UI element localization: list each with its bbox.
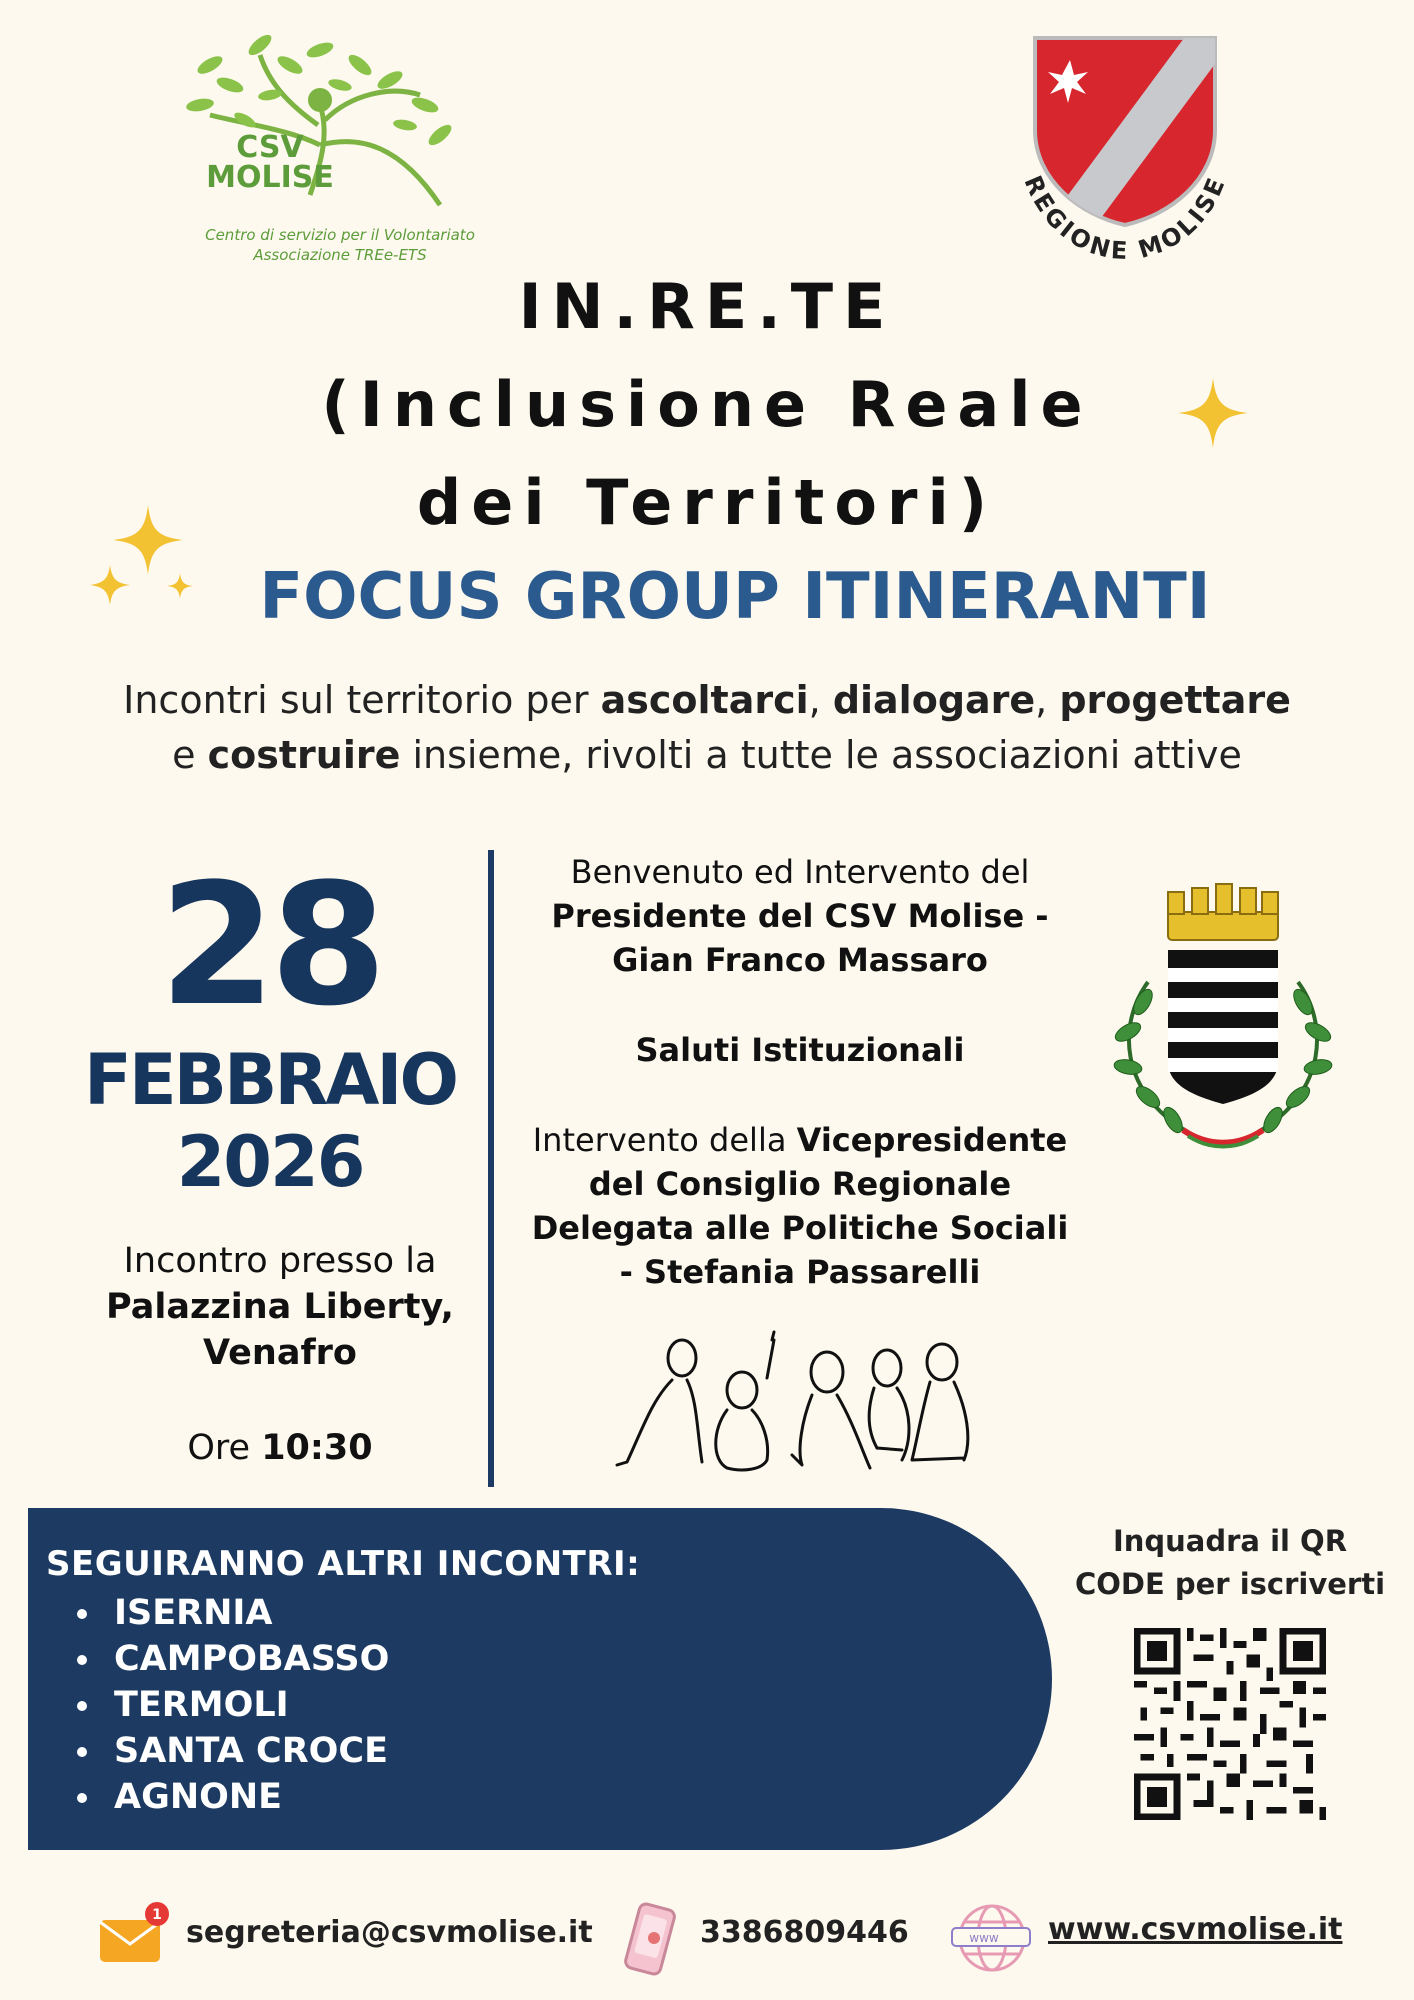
program-item-vicepresident: Intervento della Vicepresidente del Consiglio Regionale Delegata alle Politiche Sociali - Stefania Passarelli — [531, 1121, 1069, 1291]
intro-text: Incontri sul territorio per ascoltarci, dialogare, progettare e costruire insieme, rivolti a tutte le associazioni attive — [123, 678, 1291, 777]
program — [520, 850, 1080, 1340]
list-item: • ISERNIA — [104, 1590, 389, 1636]
list-item: • CAMPOBASSO — [104, 1636, 389, 1682]
sparkle-icon — [1178, 378, 1248, 448]
www-badge: www — [969, 1931, 999, 1945]
qr-code[interactable] — [1134, 1628, 1326, 1820]
qr-caption: Inquadra il QR CODE per iscriverti — [1074, 1524, 1386, 1601]
upcoming-list — [78, 1590, 389, 1820]
upcoming-heading: SEGUIRANNO ALTRI INCONTRI: — [46, 1544, 641, 1584]
csv-name: CSV MOLISE — [206, 130, 334, 195]
footer-email[interactable]: segreteria@csvmolise.it — [186, 1915, 593, 1950]
event-day: 28 — [159, 847, 381, 1043]
event-month: FEBBRAIO — [84, 1039, 456, 1121]
subtitle: FOCUS GROUP ITINERANTI — [259, 560, 1211, 634]
footer-website[interactable]: www.csvmolise.it — [1048, 1912, 1343, 1947]
email-icon — [95, 1898, 175, 1970]
list-item: • TERMOLI — [104, 1682, 389, 1728]
event-year: 2026 — [176, 1121, 364, 1203]
regione-molise-logo — [1010, 30, 1240, 270]
venafro-coat-of-arms-icon — [1098, 872, 1346, 1172]
event-time: Ore 10:30 — [187, 1428, 373, 1468]
phone-icon — [618, 1902, 682, 1978]
upcoming-meetings-banner — [28, 1508, 1052, 1850]
csv-tagline: Centro di servizio per il Volontariato Associazione TREe-ETS — [205, 226, 475, 264]
regione-molise-shield-icon — [1010, 30, 1240, 270]
divider — [488, 850, 494, 1487]
people-discussion-icon — [612, 1330, 988, 1480]
title-line-2: (Inclusione Reale — [321, 368, 1093, 441]
title-line-3: dei Territori) — [416, 466, 998, 539]
list-item: • SANTA CROCE — [104, 1728, 389, 1774]
notification-badge: 1 — [152, 1907, 162, 1923]
title-line-1: IN.RE.TE — [518, 270, 896, 343]
program-item-welcome: Benvenuto ed Intervento del Presidente del CSV Molise - Gian Franco Massaro — [551, 853, 1049, 979]
website-globe-icon — [950, 1900, 1032, 1976]
list-item: • AGNONE — [104, 1774, 389, 1820]
event-venue: Incontro presso la Palazzina Liberty, Venafro — [106, 1241, 454, 1373]
region-text: REGIONE MOLISE — [1018, 171, 1232, 266]
program-item-greetings: Saluti Istituzionali — [635, 1031, 965, 1069]
csv-molise-logo — [170, 25, 510, 275]
footer-phone[interactable]: 3386809446 — [700, 1915, 909, 1950]
